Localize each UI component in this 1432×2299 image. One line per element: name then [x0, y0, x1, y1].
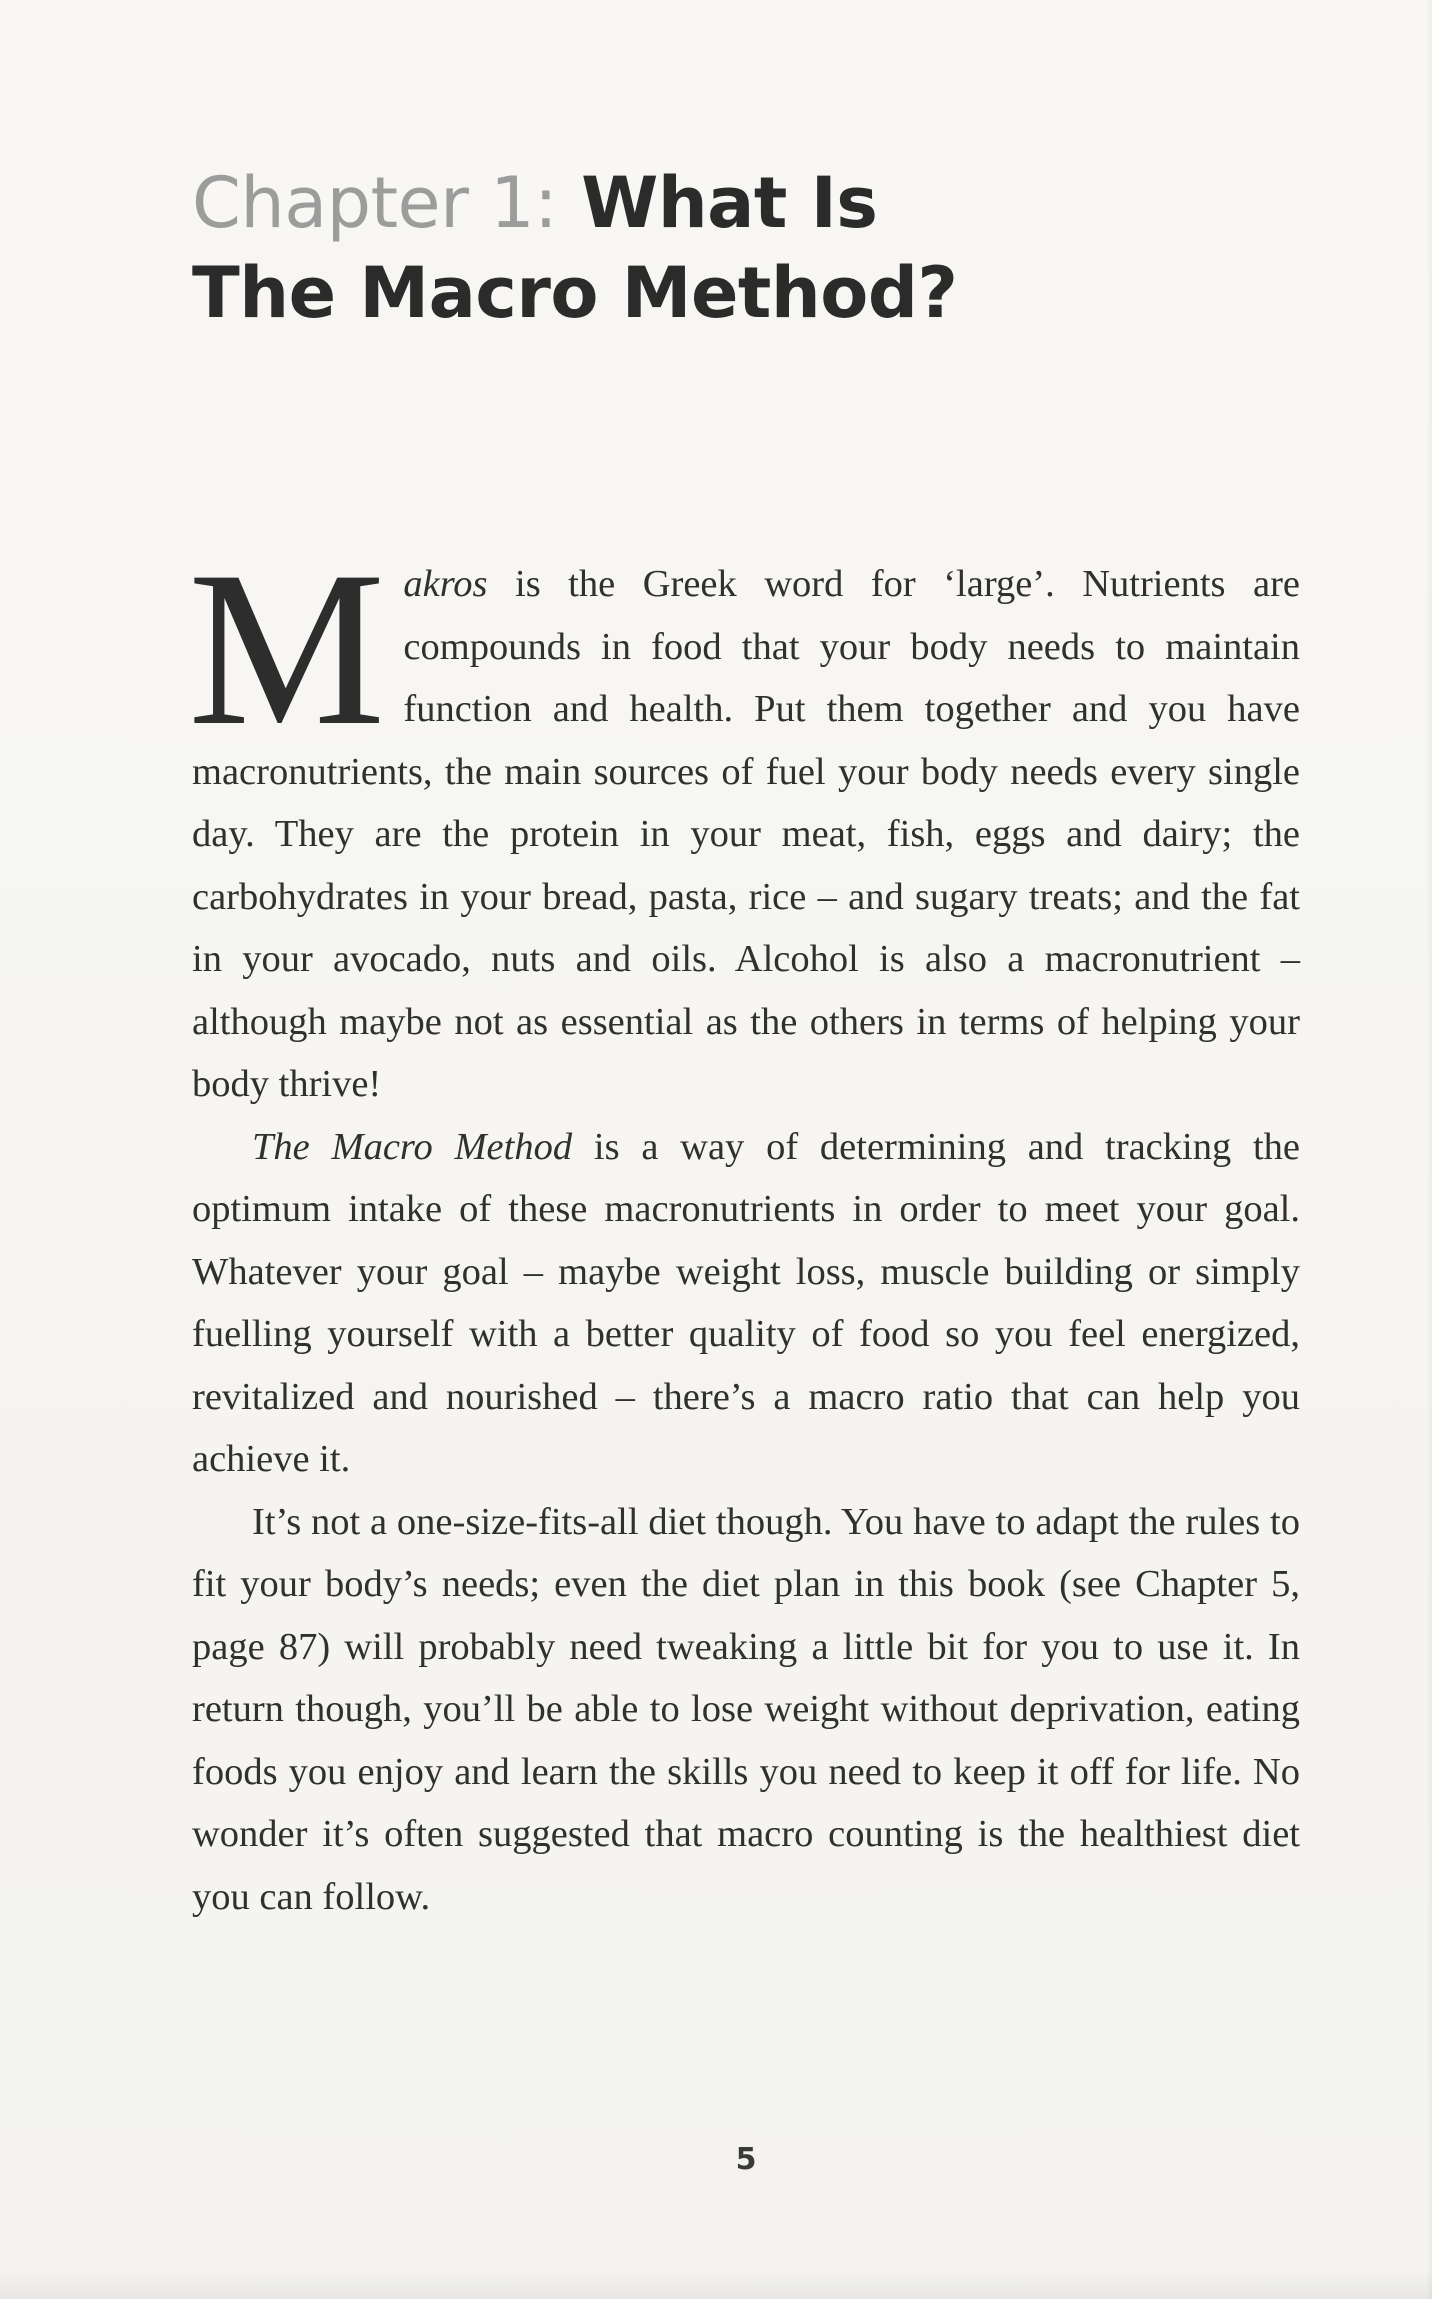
- paragraph-1-italic: akros: [403, 563, 488, 605]
- paragraph-1-text: is the Greek word for ‘large’. Nutrients are compounds in food that your body needs to maintain function and health. Put them together and you have macronutrients, the main sources of fuel your body needs every single day. They are the protein in your meat, fish, eggs and dairy; the carbohydrates in your bread, pasta, rice – and sugary treats; and the fat in your avocado, nuts and oils. Alcohol is also a macronutrient – although maybe not as essential as the others in terms of helping your body thrive!: [192, 563, 1300, 1105]
- scan-bottom-shadow: [0, 2269, 1432, 2299]
- paragraph-2: [192, 1116, 1300, 1491]
- scan-edge-shadow: [1426, 0, 1432, 2299]
- paragraph-2-italic: The Macro Method: [252, 1125, 573, 1168]
- chapter-heading: [192, 158, 958, 338]
- page-number: 5: [735, 2142, 757, 2177]
- chapter-title-part-2: The Macro Method?: [192, 252, 958, 334]
- paragraph-1: [188, 526, 1300, 1116]
- paragraph-3: [192, 1491, 1300, 1929]
- chapter-number: Chapter 1:: [192, 162, 558, 244]
- paragraph-3-text: It’s not a one-size-fits-all diet though. You have to adapt the rules to fit your body’s needs; even the diet plan in this book (see Chapter 5, page 87) will probably need tweaking a little bit for you to use it. In return though, you’ll be able to lose weight without deprivation, eating foods you enjoy and learn the skills you need to keep it off for life. No wonder it’s often suggested that macro counting is the healthiest diet you can follow.: [192, 1500, 1300, 1918]
- chapter-title-part-1: What Is: [581, 162, 878, 244]
- chapter-heading-line-1: [192, 158, 958, 248]
- chapter-body: [188, 526, 1300, 1928]
- drop-cap: M: [188, 526, 386, 772]
- paragraph-2-text: is a way of determining and tracking the optimum intake of these macronutrients in order to meet your goal. Whatever your goal – maybe weight loss, muscle building or simply fuelling yourself with a better quality of food so you feel energized, revitalized and nourished – there’s a macro ratio that can help you achieve it.: [192, 1125, 1300, 1480]
